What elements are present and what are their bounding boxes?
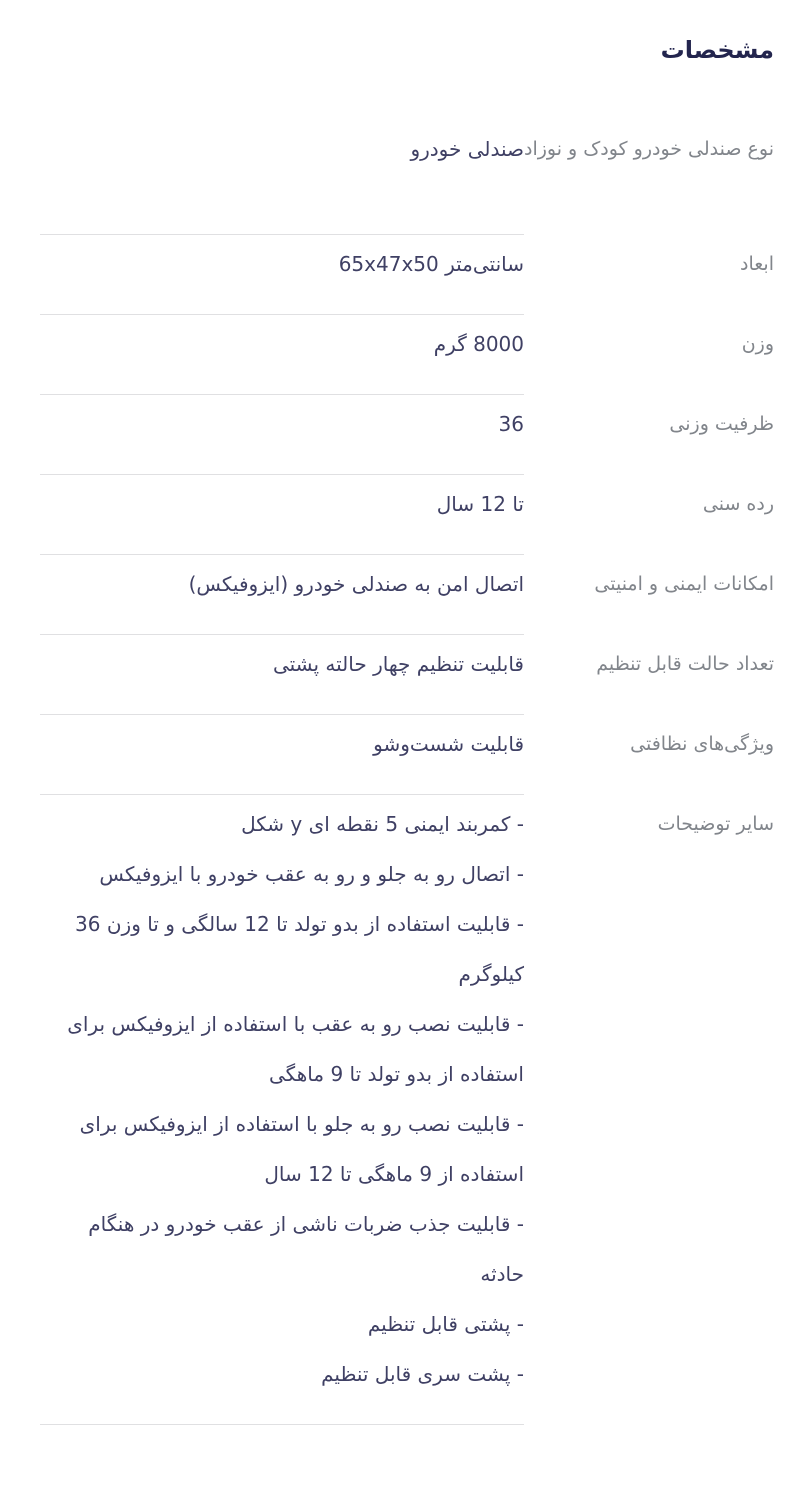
- spec-value: 36: [498, 412, 524, 436]
- spec-value: 8000 گرم: [433, 332, 524, 356]
- spec-body: [40, 635, 524, 715]
- spec-value: قابلیت تنظیم چهار حالته پشتی: [272, 652, 524, 676]
- spec-label: امکانات ایمنی و امنیتی: [594, 573, 774, 595]
- note-line: - اتصال رو به جلو و رو به عقب خودرو با ایزوفیکس: [99, 862, 524, 886]
- spec-body: [40, 315, 524, 395]
- spec-label: نوع صندلی خودرو کودک و نوزاد: [524, 138, 774, 160]
- spec-row-safety: [40, 555, 774, 635]
- spec-row-seat-type: [40, 120, 774, 235]
- spec-row-weight-capacity: [40, 395, 774, 475]
- spec-body: [40, 235, 524, 315]
- note-line: - پشت سری قابل تنظیم: [321, 1362, 524, 1386]
- spec-body: [40, 395, 524, 475]
- note-line: - پشتی قابل تنظیم: [367, 1312, 524, 1336]
- spec-value: اتصال امن به صندلی خودرو (ایزوفیکس): [188, 572, 524, 596]
- note-line: - قابلیت استفاده از بدو تولد تا 12 سالگی و تا وزن 36 کیلوگرم: [75, 912, 524, 986]
- note-line: - قابلیت نصب رو به عقب با استفاده از ایزوفیکس برای استفاده از بدو تولد تا 9 ماهگی: [67, 1012, 524, 1086]
- spec-value: تا 12 سال: [436, 492, 524, 516]
- note-line: - قابلیت نصب رو به جلو با استفاده از ایزوفیکس برای استفاده از 9 ماهگی تا 12 سال: [79, 1112, 524, 1186]
- note-line: - کمربند ایمنی 5 نقطه ای y شکل: [241, 812, 524, 836]
- spec-label: وزن: [741, 333, 774, 355]
- spec-value-notes: [40, 795, 524, 1424]
- note-line: - قابلیت جذب ضربات ناشی از عقب خودرو در هنگام حادثه: [88, 1212, 524, 1286]
- specs-list: [40, 120, 774, 1425]
- spec-label: ابعاد: [740, 253, 774, 275]
- page-title: مشخصات: [660, 36, 774, 64]
- spec-row-age-range: [40, 475, 774, 555]
- spec-body: [40, 795, 524, 1425]
- spec-label: سایر توضیحات: [657, 813, 774, 835]
- spec-row-other-notes: [40, 795, 774, 1425]
- spec-label: رده سنی: [702, 493, 774, 515]
- spec-row-weight: [40, 315, 774, 395]
- spec-value: قابلیت شست‌وشو: [373, 732, 524, 756]
- spec-row-dimensions: [40, 235, 774, 315]
- spec-body: [40, 475, 524, 555]
- spec-label: تعداد حالت قابل تنظیم: [596, 653, 774, 675]
- spec-value: صندلی خودرو: [410, 137, 524, 161]
- spec-label: ویژگی‌های نظافتی: [630, 733, 774, 755]
- spec-label: ظرفیت وزنی: [669, 413, 774, 435]
- spec-body: [40, 120, 524, 235]
- spec-body: [40, 715, 524, 795]
- spec-row-cleaning: [40, 715, 774, 795]
- spec-row-adjustable-modes: [40, 635, 774, 715]
- spec-value: سانتی‌متر 65x47x50: [338, 252, 524, 276]
- spec-body: [40, 555, 524, 635]
